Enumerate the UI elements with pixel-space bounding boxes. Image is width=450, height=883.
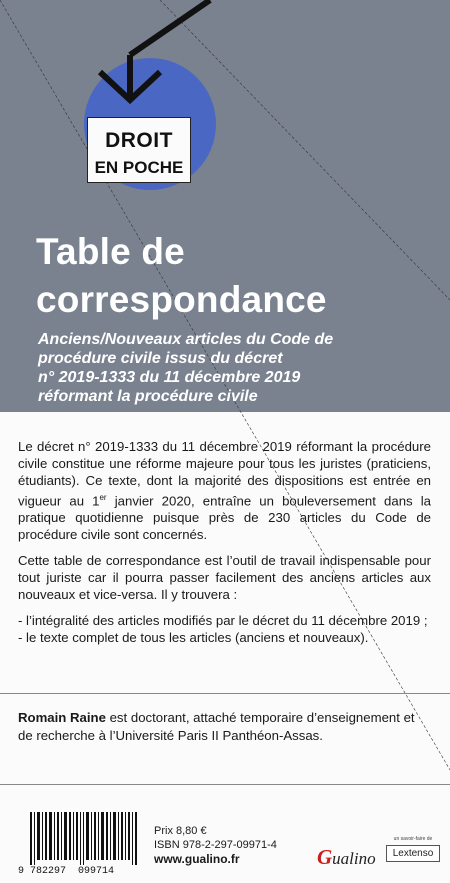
title-line-2: correspondance [36,279,327,320]
book-subtitle [38,330,333,406]
publisher-logo [317,845,376,870]
barcode-digits: 9 782297 099714 [18,866,115,877]
arrow-down-icon [92,0,222,110]
group-logo [384,836,442,865]
subtitle-line-4: réformant la procédure civile [38,388,258,405]
list-item: - le texte complet de tous les articles (anciens et nouveaux). [18,630,369,646]
subtitle-line-2: procédure civile issus du décret [38,350,283,367]
publisher-name: ualino [332,849,376,868]
author-box [0,693,450,785]
logo-box [87,117,191,183]
group-tagline: un savoir-faire de [393,836,433,842]
group-name: Lextenso [386,845,440,862]
description-paragraph-2: Cette table de correspondance est l’outil de travail indispensable pour tout juriste car il pourra passer facilement des anciens articles aux nouveaux et vice-versa. Il y trouvera : [18,553,431,603]
website-link[interactable]: www.gualino.fr [154,852,240,866]
price-info [154,824,277,852]
list-item: - l’intégralité des articles modifiés par le décret du 11 décembre 2019 ; [18,613,428,629]
description [18,438,431,646]
description-list [18,612,431,646]
author-name: Romain Raine [18,710,106,725]
description-paragraph-1: Le décret n° 2019-1333 du 11 décembre 2019 réformant la procédure civile constitue une réforme majeure pour tous les juristes (praticiens, étudiants). Ce texte, dont la majorité des dispositions est entrée en vigueur au 1er janvier 2020, entraîne un bouleversement dans la pratique quotidienne puisque près de 230 articles du Code de procédure civile sont concernés. [18,439,431,543]
subtitle-line-3: n° 2019-1333 du 11 décembre 2019 [38,369,301,386]
barcode [30,812,138,865]
subtitle-line-1: Anciens/Nouveaux articles du Code de [38,331,334,348]
book-title [36,228,327,324]
author-bio: Romain Raine est doctorant, attaché temporaire d’enseignement et de recherche à l’Université Paris II Panthéon-Assas. [18,710,415,743]
isbn: ISBN 978-2-297-09971-4 [154,839,277,851]
logo-line-1: DROIT [105,129,173,152]
logo-line-2: EN POCHE [94,158,184,177]
publisher-initial: G [317,845,333,869]
title-line-1: Table de [36,231,185,272]
price: Prix 8,80 € [154,825,207,837]
